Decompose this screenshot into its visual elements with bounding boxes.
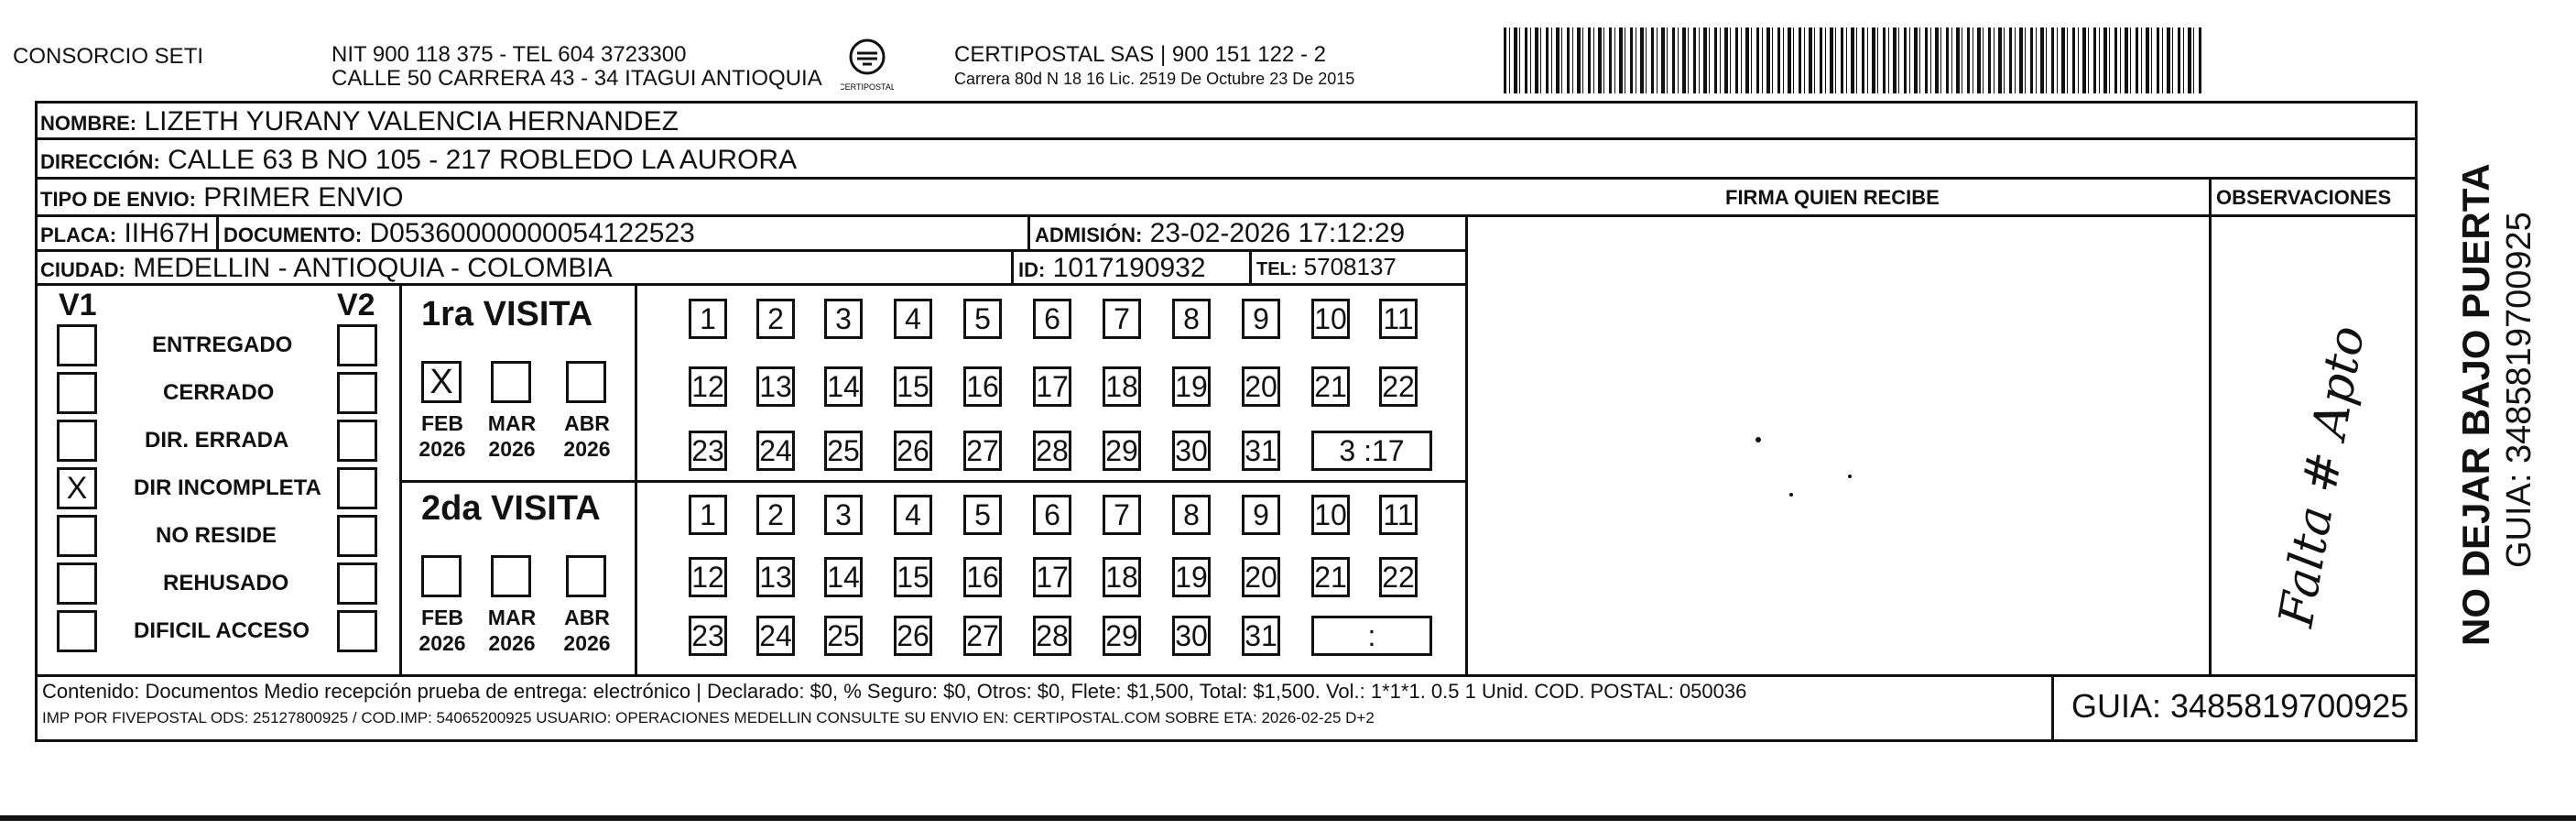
first-visit-day-24[interactable]: 24: [756, 431, 795, 471]
first-visit-time-box[interactable]: 3 :17: [1311, 431, 1432, 471]
v2-checkbox-entregado[interactable]: [337, 324, 377, 366]
status-entregado: ENTREGADO: [152, 333, 293, 357]
address-line: CALLE 50 CARRERA 43 - 34 ITAGUI ANTIOQUIA: [332, 66, 822, 91]
first-visit-day-1[interactable]: 1: [689, 299, 727, 339]
first-visit-day-18[interactable]: 18: [1103, 366, 1141, 407]
logo-text: CERTIPOSTAL: [841, 82, 894, 92]
v1-label: V1: [59, 288, 97, 322]
first-visit-day-12[interactable]: 12: [689, 366, 727, 407]
first-visit-day-8[interactable]: 8: [1172, 299, 1211, 339]
v2-checkbox-no-reside[interactable]: [337, 515, 377, 557]
second-visit-day-31[interactable]: 31: [1242, 616, 1280, 656]
first-visit-day-22[interactable]: 22: [1379, 366, 1418, 407]
admision-label: ADMISIÓN:: [1035, 224, 1143, 246]
second-visit-day-20[interactable]: 20: [1242, 557, 1280, 597]
second-visit-day-5[interactable]: 5: [963, 495, 1002, 535]
second-visit-day-1[interactable]: 1: [689, 495, 727, 535]
tel-label: TEL:: [1256, 259, 1298, 279]
v2-checkbox-dificil-acceso[interactable]: [337, 610, 377, 652]
first-visit-day-4[interactable]: 4: [894, 299, 932, 339]
first-visit-day-30[interactable]: 30: [1172, 431, 1211, 471]
ciudad-value: MEDELLIN - ANTIOQUIA - COLOMBIA: [133, 253, 613, 283]
feb-check-mark: X: [429, 362, 453, 401]
first-visit-day-20[interactable]: 20: [1242, 366, 1280, 407]
second-visit-day-11[interactable]: 11: [1379, 495, 1418, 535]
admision-value: 23-02-2026 17:12:29: [1149, 218, 1406, 248]
second-visit-day-15[interactable]: 15: [894, 557, 932, 597]
first-visit-abr-box[interactable]: [566, 361, 606, 403]
first-visit-day-26[interactable]: 26: [894, 431, 932, 471]
admision-row: [1035, 218, 1405, 249]
certipostal-logo: [841, 37, 894, 93]
first-visit-day-23[interactable]: 23: [689, 431, 727, 471]
v1-checkbox-entregado[interactable]: [57, 324, 97, 366]
second-visit-mar-label: MAR 2026: [487, 606, 537, 655]
direccion-row: [40, 145, 797, 176]
direccion-label: DIRECCIÓN:: [40, 150, 160, 173]
second-visit-day-14[interactable]: 14: [824, 557, 863, 597]
second-visit-day-24[interactable]: 24: [756, 616, 795, 656]
signature-area[interactable]: [1740, 421, 2015, 531]
first-visit-day-31[interactable]: 31: [1242, 431, 1280, 471]
observaciones-header: OBSERVACIONES: [2216, 186, 2392, 209]
second-visit-day-23[interactable]: 23: [689, 616, 727, 656]
first-visit-feb-box[interactable]: [421, 361, 462, 403]
second-visit-day-25[interactable]: 25: [824, 616, 863, 656]
second-visit-day-16[interactable]: 16: [963, 557, 1002, 597]
first-visit-day-17[interactable]: 17: [1033, 366, 1071, 407]
second-visit-day-29[interactable]: 29: [1103, 616, 1141, 656]
first-visit-day-27[interactable]: 27: [963, 431, 1002, 471]
second-visit-day-8[interactable]: 8: [1172, 495, 1211, 535]
ciudad-label: CIUDAD:: [40, 258, 125, 281]
v1-checkbox-dificil-acceso[interactable]: [57, 610, 97, 652]
placa-row: [40, 218, 210, 249]
documento-row: [223, 218, 695, 249]
first-visit-day-28[interactable]: 28: [1033, 431, 1071, 471]
nit-line: NIT 900 118 375 - TEL 604 3723300: [332, 42, 687, 67]
status-no-reside: NO RESIDE: [156, 523, 277, 548]
second-visit-mar-box[interactable]: [491, 555, 531, 597]
documento-label: DOCUMENTO:: [223, 224, 363, 246]
v2-label: V2: [337, 288, 375, 322]
second-visit-day-27[interactable]: 27: [963, 616, 1002, 656]
second-visit-day-10[interactable]: 10: [1311, 495, 1350, 535]
second-visit-day-13[interactable]: 13: [756, 557, 795, 597]
nombre-row: [40, 106, 679, 137]
documento-value: D05360000000054122523: [369, 218, 695, 248]
id-value: 1017190932: [1052, 253, 1206, 283]
direccion-value: CALLE 63 B NO 105 - 217 ROBLEDO LA AURORA: [168, 145, 798, 175]
first-visit-day-16[interactable]: 16: [963, 366, 1002, 407]
tel-value: 5708137: [1303, 253, 1397, 280]
status-cerrado: CERRADO: [163, 380, 275, 405]
first-visit-day-10[interactable]: 10: [1311, 299, 1350, 339]
status-dir-errada: DIR. ERRADA: [145, 428, 289, 453]
side-guia: GUIA: 3485819700925: [2500, 212, 2538, 568]
first-visit-day-7[interactable]: 7: [1103, 299, 1141, 339]
first-visit-mar-label: MAR 2026: [487, 411, 537, 461]
first-visit-day-13[interactable]: 13: [756, 366, 795, 407]
id-label: ID:: [1018, 258, 1046, 281]
second-visit-day-12[interactable]: 12: [689, 557, 727, 597]
no-dejar-bajo-puerta: NO DEJAR BAJO PUERTA: [2454, 163, 2497, 646]
nombre-label: NOMBRE:: [40, 112, 137, 135]
tipo-row: [40, 182, 404, 213]
first-visit-title: 1ra VISITA: [421, 295, 593, 333]
first-visit-feb-label: FEB 2026: [418, 411, 466, 461]
second-visit-day-3[interactable]: 3: [824, 495, 863, 535]
license-line: Carrera 80d N 18 16 Lic. 2519 De Octubre 23 De 2015: [954, 70, 1355, 88]
tipo-value: PRIMER ENVIO: [203, 182, 404, 213]
second-visit-day-19[interactable]: 19: [1172, 557, 1211, 597]
tel-row: [1256, 253, 1397, 281]
second-visit-day-28[interactable]: 28: [1033, 616, 1071, 656]
first-visit-day-25[interactable]: 25: [824, 431, 863, 471]
second-visit-day-7[interactable]: 7: [1103, 495, 1141, 535]
second-visit-day-17[interactable]: 17: [1033, 557, 1071, 597]
first-visit-abr-label: ABR 2026: [563, 411, 611, 461]
first-visit-mar-box[interactable]: [491, 361, 531, 403]
first-visit-day-9[interactable]: 9: [1242, 299, 1280, 339]
second-visit-day-4[interactable]: 4: [894, 495, 932, 535]
v2-checkbox-cerrado[interactable]: [337, 372, 377, 414]
first-visit-day-21[interactable]: 21: [1311, 366, 1350, 407]
check-mark: X: [66, 470, 88, 506]
status-dir-incompleta: DIR INCOMPLETA: [134, 475, 321, 500]
placa-label: PLACA:: [40, 224, 117, 246]
status-dificil-acceso: DIFICIL ACCESO: [134, 618, 310, 643]
v1-checkbox-rehusado[interactable]: [57, 562, 97, 605]
id-row: [1018, 253, 1206, 284]
contenido-line: Contenido: Documentos Medio recepción prueba de entrega: electrónico | Declarado: $0, % Seguro: $0, Otros: $0, Flete: $1,500, Total: $1,500. Vol.: 1*1*1. 0.5 1 Unid. COD. POSTAL: 050036: [42, 680, 1747, 703]
v1-checkbox-dir-errada[interactable]: [57, 420, 97, 462]
v2-checkbox-rehusado[interactable]: [337, 562, 377, 605]
second-visit-title: 2da VISITA: [421, 489, 601, 528]
second-visit-abr-label: ABR 2026: [563, 606, 611, 655]
first-visit-day-14[interactable]: 14: [824, 366, 863, 407]
barcode: [1504, 27, 2204, 93]
v1-checkbox-dir-incompleta[interactable]: [57, 467, 97, 509]
first-visit-day-3[interactable]: 3: [824, 299, 863, 339]
first-visit-day-19[interactable]: 19: [1172, 366, 1211, 407]
observaciones-note: Falta # Apto: [2268, 322, 2376, 631]
footer-guia: GUIA: 3485819700925: [2071, 687, 2409, 725]
firma-header: FIRMA QUIEN RECIBE: [1725, 186, 1940, 209]
v1-checkbox-no-reside[interactable]: [57, 515, 97, 557]
nombre-value: LIZETH YURANY VALENCIA HERNANDEZ: [144, 106, 679, 137]
first-visit-day-2[interactable]: 2: [756, 299, 795, 339]
first-visit-day-5[interactable]: 5: [963, 299, 1002, 339]
status-rehusado: REHUSADO: [163, 571, 289, 595]
first-visit-day-6[interactable]: 6: [1033, 299, 1071, 339]
certipostal-title: CERTIPOSTAL SAS | 900 151 122 - 2: [954, 42, 1326, 67]
v2-checkbox-dir-incompleta[interactable]: [337, 467, 377, 509]
second-visit-time-box[interactable]: :: [1311, 616, 1432, 656]
second-visit-abr-box[interactable]: [566, 555, 606, 597]
second-visit-day-18[interactable]: 18: [1103, 557, 1141, 597]
company-name: CONSORCIO SETI: [13, 44, 204, 69]
second-visit-day-22[interactable]: 22: [1379, 557, 1418, 597]
second-visit-day-9[interactable]: 9: [1242, 495, 1280, 535]
tipo-label: TIPO DE ENVIO:: [40, 188, 196, 211]
second-visit-day-26[interactable]: 26: [894, 616, 932, 656]
v2-checkbox-dir-errada[interactable]: [337, 420, 377, 462]
first-visit-day-15[interactable]: 15: [894, 366, 932, 407]
second-visit-day-21[interactable]: 21: [1311, 557, 1350, 597]
v1-checkbox-cerrado[interactable]: [57, 372, 97, 414]
first-visit-day-11[interactable]: 11: [1379, 299, 1418, 339]
ciudad-row: [40, 253, 613, 284]
second-visit-day-30[interactable]: 30: [1172, 616, 1211, 656]
second-visit-feb-label: FEB 2026: [418, 606, 466, 655]
placa-value: IIH67H: [124, 218, 210, 248]
second-visit-day-2[interactable]: 2: [756, 495, 795, 535]
second-visit-feb-box[interactable]: [421, 555, 462, 597]
first-visit-day-29[interactable]: 29: [1103, 431, 1141, 471]
imp-line: IMP POR FIVEPOSTAL ODS: 25127800925 / COD.IMP: 54065200925 USUARIO: OPERACIONES MEDELLIN CONSULTE SU ENVIO EN: CERTIPOSTAL.COM SOBRE ETA: 2026-02-25 D+2: [42, 709, 1375, 726]
second-visit-day-6[interactable]: 6: [1033, 495, 1071, 535]
